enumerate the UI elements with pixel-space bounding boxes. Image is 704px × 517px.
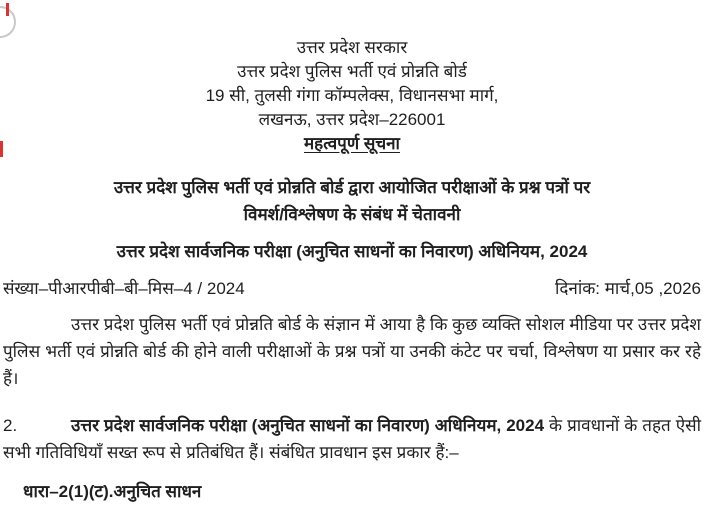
section-heading: धारा–2(1)(ट).अनुचित साधन — [23, 482, 202, 501]
subject-line-1: उत्तर प्रदेश पुलिस भर्ती एवं प्रोन्नति बोर्ड द्वारा आयोजित परीक्षाओं के प्रश्न पत्रों पर — [113, 178, 591, 197]
paragraph-2-text: के प्रावधानों के तहत ऐसी सभी गतिविधियाँ सख्त रूप से प्रतिबंधित हैं। संबंधित प्रावधान इस प्रकार हैं:– — [3, 416, 701, 462]
paragraph-2 — [3, 412, 701, 466]
letterhead — [3, 36, 701, 156]
reference-number: संख्या–पीआरपीबी–बी–मिस–4 / 2024 — [3, 279, 245, 298]
reference-date: दिनांक: मार्च,05 ,2026 — [554, 279, 701, 298]
government-name: उत्तर प्रदेश सरकार — [296, 38, 408, 57]
paragraph-2-act-name: उत्तर प्रदेश सार्वजनिक परीक्षा (अनुचित साधनों का निवारण) अधिनियम, 2024 — [71, 416, 545, 435]
paragraph-1: उत्तर प्रदेश पुलिस भर्ती एवं प्रोन्नति बोर्ड के संज्ञान में आया है कि कुछ व्यक्ति सोशल मीडिया पर उत्तर प्रदेश पुलिस भर्ती एवं प्रोन्नति बोर्ड की होने वाली परीक्षाओं के प्रश्न पत्रों या उनकी कंटेट पर चर्चा, विश्लेषण या प्रसार कर रहे हैं। — [3, 315, 701, 388]
act-title-heading: उत्तर प्रदेश सार्वजनिक परीक्षा (अनुचित साधनों का निवारण) अधिनियम, 2024 — [116, 242, 588, 261]
board-name: उत्तर प्रदेश पुलिस भर्ती एवं प्रोन्नति बोर्ड — [237, 62, 467, 81]
important-notice-heading: महत्वपूर्ण सूचना — [304, 134, 400, 153]
scan-artifact-red-mark-left — [0, 141, 3, 157]
subject-heading — [3, 174, 701, 228]
subject-line-2: विमर्श/विश्लेषण के संबंध में चेतावनी — [243, 205, 461, 224]
reference-row — [3, 277, 701, 301]
paragraph-2-number: 2. — [3, 416, 18, 435]
scan-artifact-red-mark-top — [6, 3, 9, 16]
address-line-2: लखनऊ, उत्तर प्रदेश–226001 — [258, 110, 446, 129]
address-line-1: 19 सी, तुलसी गंगा कॉम्पलेक्स, विधानसभा मार्ग, — [205, 86, 499, 105]
